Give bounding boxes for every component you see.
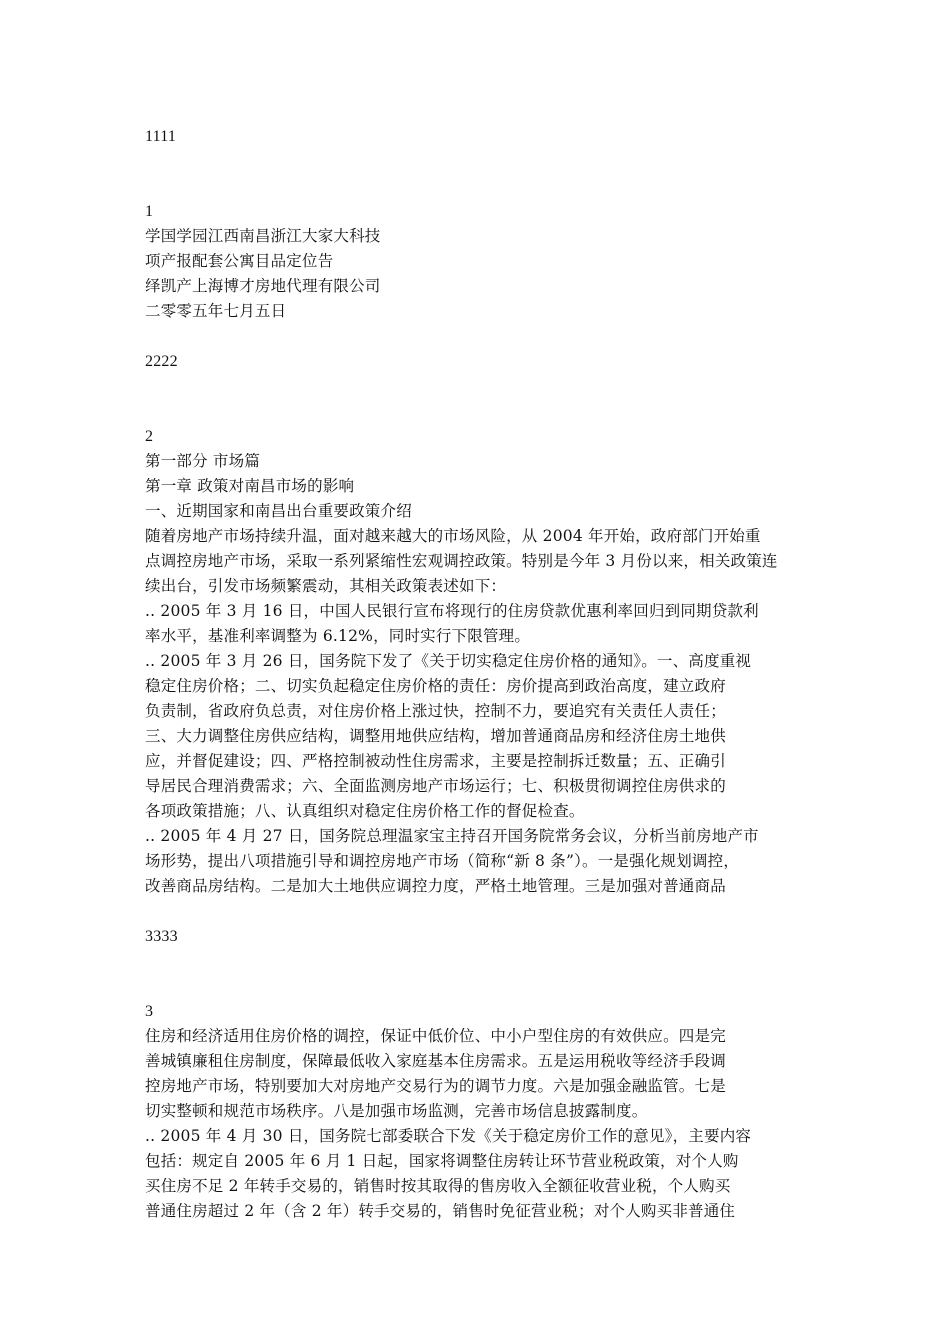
body-line: 买住房不足 2 年转手交易的，销售时按其取得的售房收入全额征收营业税，个人购买 <box>145 1177 731 1195</box>
body-line: .. 2005 年 3 月 16 日，中国人民银行宣布将现行的住房贷款优惠利率回归到同期贷款利 <box>145 602 759 620</box>
body-line: 点调控房地产市场，采取一系列紧缩性宏观调控政策。特别是今年 3 月份以来，相关政策连 <box>145 552 778 570</box>
page-number: 1 <box>145 203 154 220</box>
body-line: 切实整顿和规范市场秩序。八是加强市场监测，完善市场信息披露制度。 <box>145 1102 648 1120</box>
section-heading: 一、近期国家和南昌出台重要政策介绍 <box>145 502 412 520</box>
body-line: .. 2005 年 4 月 27 日，国务院总理温家宝主持召开国务院常务会议，分析当前房地产市 <box>145 827 759 845</box>
part-heading: 第一部分 市场篇 <box>145 452 261 470</box>
body-line: 负责制，省政府负总责，对住房价格上涨过快，控制不力，要追究有关责任人责任； <box>145 702 726 720</box>
body-line: 场形势，提出八项措施引导和调控房地产市场（简称“新 8 条”）。一是强化规划调控， <box>145 852 740 870</box>
cover-title-line-1: 学国学园江西南昌浙江大家大科技 <box>145 227 381 245</box>
cover-date: 二零零五年七月五日 <box>145 302 287 320</box>
body-line: 应，并督促建设；四、严格控制被动性住房需求，主要是控制拆迁数量；五、正确引 <box>145 752 726 770</box>
body-line: 普通住房超过 2 年（含 2 年）转手交易的，销售时免征营业税；对个人购买非普通住 <box>145 1202 736 1220</box>
body-line: 各项政策措施；八、认真组织对稳定住房价格工作的督促检查。 <box>145 802 585 820</box>
page-number: 2 <box>145 428 154 445</box>
body-line: 控房地产市场，特别要加大对房地产交易行为的调节力度。六是加强金融监管。七是 <box>145 1077 726 1095</box>
body-line: 三、大力调整住房供应结构，调整用地供应结构，增加普通商品房和经济住房土地供 <box>145 727 726 745</box>
body-line: 率水平，基准利率调整为 6.12%，同时实行下限管理。 <box>145 627 531 645</box>
body-line: 改善商品房结构。二是加大土地供应调控力度，严格土地管理。三是加强对普通商品 <box>145 877 726 895</box>
body-line: 包括：规定自 2005 年 6 月 1 日起，国家将调整住房转让环节营业税政策，对个人购 <box>145 1152 739 1170</box>
chapter-heading: 第一章 政策对南昌市场的影响 <box>145 477 355 495</box>
page-marker-3333: 3333 <box>145 928 178 945</box>
body-line: .. 2005 年 3 月 26 日，国务院下发了《关于切实稳定住房价格的通知》。一、高度重视 <box>145 652 752 670</box>
page-marker-1111: 1111 <box>145 128 177 145</box>
body-line: 续出台，引发市场频繁震动，其相关政策表述如下： <box>145 577 507 595</box>
page-number: 3 <box>145 1003 154 1020</box>
body-line: 导居民合理消费需求；六、全面监测房地产市场运行；七、积极贯彻调控住房供求的 <box>145 777 726 795</box>
body-line: 稳定住房价格；二、切实负起稳定住房价格的责任：房价提高到政治高度，建立政府 <box>145 677 726 695</box>
page-marker-2222: 2222 <box>145 353 178 370</box>
body-line: 随着房地产市场持续升温，面对越来越大的市场风险，从 2004 年开始，政府部门开始重 <box>145 527 761 545</box>
body-line: 善城镇廉租住房制度，保障最低收入家庭基本住房需求。五是运用税收等经济手段调 <box>145 1052 726 1070</box>
body-line: 住房和经济适用住房价格的调控，保证中低价位、中小户型住房的有效供应。四是完 <box>145 1027 726 1045</box>
body-line: .. 2005 年 4 月 30 日，国务院七部委联合下发《关于稳定房价工作的意见》，主要内容 <box>145 1127 752 1145</box>
cover-company: 绎凯产上海博才房地代理有限公司 <box>145 277 381 295</box>
cover-title-line-2: 项产报配套公寓目品定位告 <box>145 252 334 270</box>
